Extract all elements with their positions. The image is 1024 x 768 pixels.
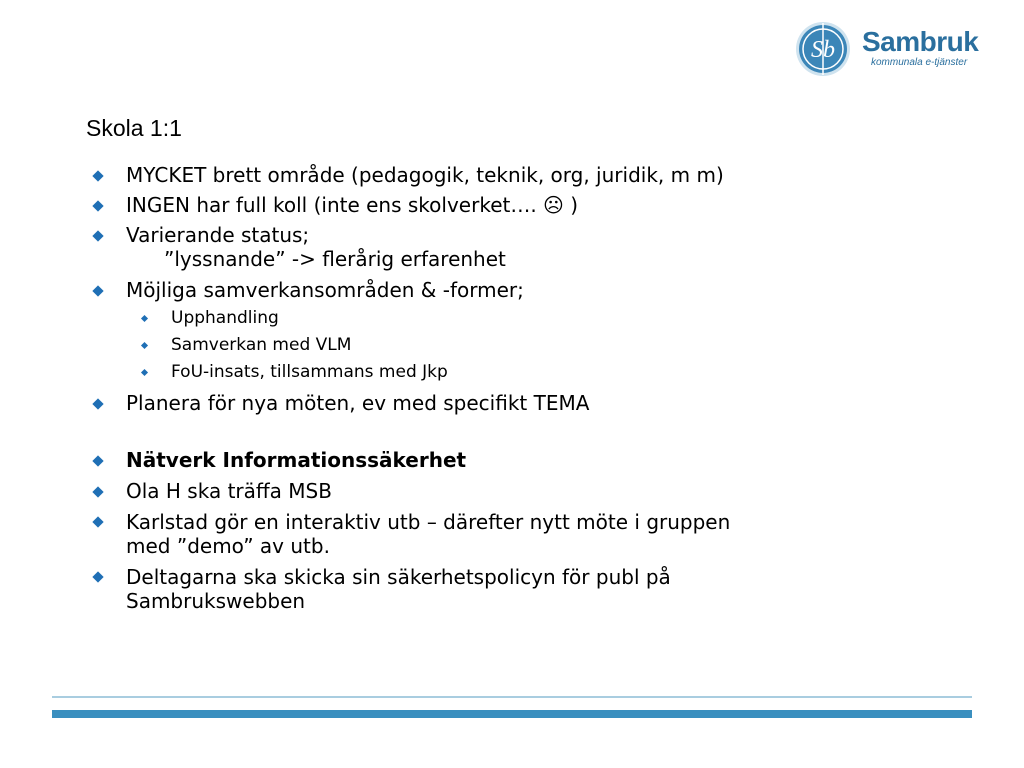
logo-tagline: kommunala e-tjänster (871, 57, 968, 68)
bullet-diamond-icon (92, 398, 103, 409)
bullet-diamond-icon (92, 285, 103, 296)
bullet-text: Ola H ska träffa MSB (126, 479, 332, 503)
bullet-text: INGEN har full koll (inte ens skolverket…. ☹ ) (126, 193, 579, 217)
sub-bullet-item (171, 308, 279, 329)
sub-bullet-diamond-icon (141, 315, 148, 322)
bullet-item (126, 193, 578, 217)
logo-name: Sambruk (862, 26, 979, 57)
bullet-text: Nätverk Informationssäkerhet (126, 448, 467, 472)
sub-bullet-item (171, 335, 351, 356)
sub-bullet-item (171, 362, 448, 383)
bullet-item (126, 163, 724, 187)
bullet-diamond-icon (92, 200, 103, 211)
bullet-continuation: Sambrukswebben (126, 589, 306, 613)
bullet-text: Varierande status; (126, 223, 310, 247)
slide-title: Skola 1:1 (86, 115, 182, 141)
bullet-text: Deltagarna ska skicka sin säkerhetspolicyn för publ på (126, 565, 671, 589)
bullet-item (126, 391, 589, 415)
sub-bullet-diamond-icon (141, 369, 148, 376)
logo-mark-letters: Sb (811, 37, 835, 63)
bullet-item (126, 448, 466, 472)
sub-bullet-diamond-icon (141, 342, 148, 349)
bullet-continuation: med ”demo” av utb. (126, 534, 330, 558)
bullet-text: MYCKET brett område (pedagogik, teknik, org, juridik, m m) (126, 163, 724, 187)
bullet-diamond-icon (92, 455, 103, 466)
bullet-item (126, 479, 332, 503)
bullet-text: Planera för nya möten, ev med specifikt TEMA (126, 391, 590, 415)
bullet-text: Samverkan med VLM (171, 335, 352, 355)
bullet-diamond-icon (92, 516, 103, 527)
bullet-text: FoU-insats, tillsammans med Jkp (171, 362, 448, 382)
bullet-item (126, 278, 524, 302)
bullet-text: Möjliga samverkansområden & -former; (126, 278, 524, 302)
bullet-item (126, 510, 730, 558)
bullet-diamond-icon (92, 571, 103, 582)
footer-rule-dark (52, 710, 972, 718)
bullet-continuation: ”lyssnande” -> flerårig erfarenhet (164, 247, 506, 271)
bullet-diamond-icon (92, 486, 103, 497)
footer-rule-light (52, 696, 972, 698)
bullet-diamond-icon (92, 230, 103, 241)
bullet-item (126, 565, 671, 613)
bullet-text: Karlstad gör en interaktiv utb – därefter nytt möte i gruppen (126, 510, 731, 534)
bullet-item (126, 223, 506, 271)
bullet-text: Upphandling (171, 308, 279, 328)
bullet-diamond-icon (92, 170, 103, 181)
